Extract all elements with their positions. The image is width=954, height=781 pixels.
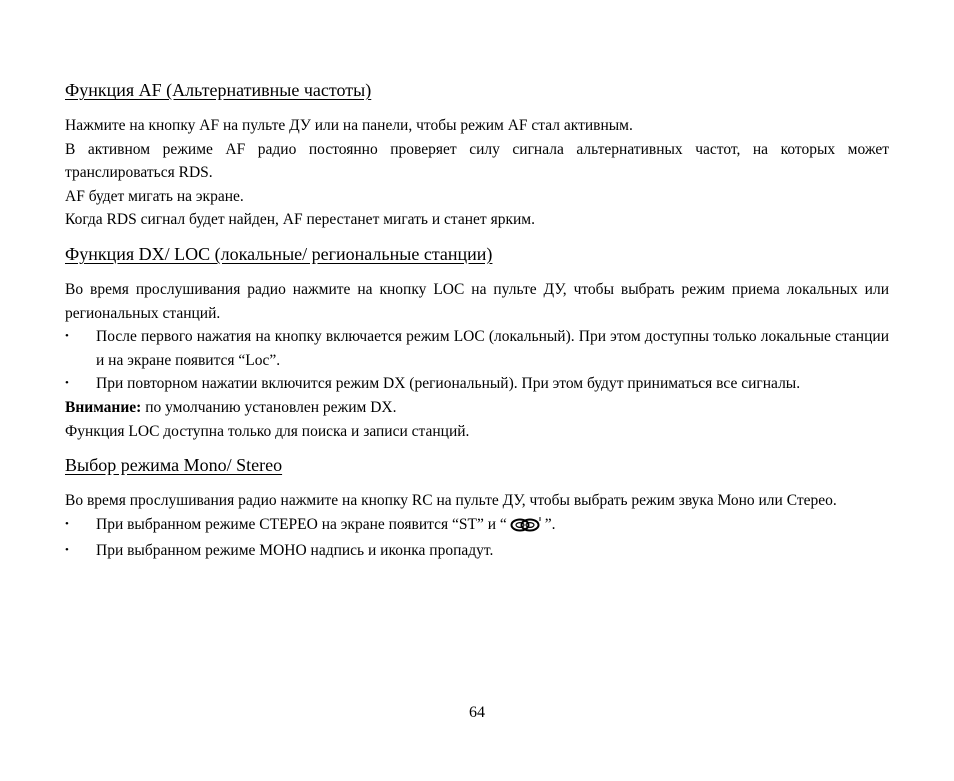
- bullet-icon: •: [65, 544, 69, 557]
- section-heading-mono-stereo: Выбор режима Mono/ Stereo: [65, 455, 283, 476]
- note-text: по умолчанию установлен режим DX.: [141, 398, 397, 416]
- af-paragraph-4: Когда RDS сигнал будет найден, AF перестанет мигать и станет ярким.: [65, 211, 535, 229]
- section-dx-loc: [65, 242, 889, 443]
- list-item: [65, 325, 889, 372]
- af-paragraph-1: Нажмите на кнопку AF на пульте ДУ или на панели, чтобы режим AF стал активным.: [65, 117, 633, 134]
- bullet-icon: •: [65, 517, 69, 530]
- list-item-text-after: ”.: [544, 515, 556, 533]
- section-heading-af: Функция AF (Альтернативные частоты): [65, 80, 372, 100]
- stereo-icon: [509, 516, 543, 540]
- af-paragraph-2: В активном режиме AF радио постоянно проверяет силу сигнала альтернативных частот, на которых может транслироваться RDS.: [65, 140, 889, 182]
- list-item-text: При повторном нажатии включится режим DX (региональный). При этом будут приниматься все сигналы.: [96, 375, 801, 393]
- section-af: [65, 78, 889, 232]
- mono-stereo-intro: Во время прослушивания радио нажмите на кнопку RC на пульте ДУ, чтобы выбрать режим звука Моно или Стерео.: [65, 492, 837, 510]
- dx-loc-intro: Во время прослушивания радио нажмите на кнопку LOC на пульте ДУ, чтобы выбрать режим приема локальных или региональных станций.: [65, 280, 889, 322]
- list-item: [65, 539, 889, 563]
- document-page: [65, 78, 889, 573]
- dx-loc-note: [65, 396, 889, 420]
- af-paragraph-3: AF будет мигать на экране.: [65, 187, 244, 205]
- list-item-text: После первого нажатия на кнопку включается режим LOC (локальный). При этом доступны только локальные станции и на экране появится “Loc”.: [96, 328, 889, 369]
- section-mono-stereo: [65, 453, 889, 563]
- list-item: [65, 372, 889, 396]
- mono-stereo-bullet-list: [65, 513, 889, 563]
- section-heading-dx-loc: Функция DX/ LOC (локальные/ региональные станции): [65, 243, 493, 264]
- list-item: [65, 513, 889, 540]
- bullet-icon: •: [65, 330, 69, 343]
- page-number: 64: [469, 704, 485, 721]
- list-item-text: При выбранном режиме МОНО надпись и иконка пропадут.: [96, 542, 494, 560]
- note-label: Внимание:: [65, 398, 142, 416]
- dx-loc-bullet-list: [65, 325, 889, 396]
- dx-loc-footer: Функция LOC доступна только для поиска и записи станций.: [65, 422, 470, 440]
- list-item-text-before: При выбранном режиме СТЕРЕО на экране появится “ST” и “: [96, 515, 507, 533]
- bullet-icon: •: [65, 377, 69, 390]
